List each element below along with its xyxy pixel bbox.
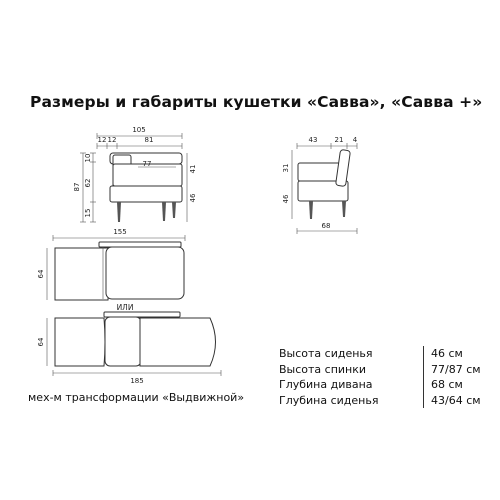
dim-side-height-upper: 31 xyxy=(282,163,290,173)
spec-value: 68 см xyxy=(431,378,463,391)
plan2-extension-right xyxy=(140,318,216,366)
plan-view-2 xyxy=(37,312,221,385)
page-title: Размеры и габариты кушетки «Савва», «Савва +» xyxy=(30,93,483,111)
spec-value: 43/64 см xyxy=(431,393,481,407)
spec-row-seat-height xyxy=(279,346,479,362)
front-view xyxy=(73,126,197,222)
dim-seat-width: 77 xyxy=(142,160,152,168)
specs-table xyxy=(279,346,479,408)
side-seat-cushion xyxy=(298,163,340,181)
mechanism-caption: мех-м трансформации «Выдвижной» xyxy=(28,391,245,404)
plan-view-1 xyxy=(37,228,185,300)
sofa-leg xyxy=(342,201,346,217)
spec-row-back-height xyxy=(279,362,479,378)
specs-divider xyxy=(423,346,424,408)
spec-row-seat-depth xyxy=(279,393,479,409)
dim-side-depth: 68 xyxy=(321,222,331,230)
spec-value: 46 см xyxy=(431,347,463,360)
separator-or: ИЛИ xyxy=(116,303,134,312)
dim-seg-b: 12 xyxy=(107,136,117,144)
dim-side-seg-b: 21 xyxy=(334,136,344,144)
dim-height-top: 10 xyxy=(84,153,92,163)
spec-label: Высота сиденья xyxy=(279,347,373,360)
dim-height-legs: 15 xyxy=(84,208,92,218)
dim-height-body: 62 xyxy=(84,178,92,188)
spec-value: 77/87 см xyxy=(431,362,481,376)
side-view xyxy=(282,136,358,234)
sofa-leg xyxy=(172,202,176,218)
dim-seg-a: 12 xyxy=(97,136,107,144)
spec-row-sofa-depth xyxy=(279,377,479,393)
dim-seat-level: 46 xyxy=(189,193,197,203)
dim-side-seg-a: 43 xyxy=(308,136,318,144)
dim-seat-height: 41 xyxy=(189,164,197,174)
dim-plan1-depth: 64 xyxy=(37,269,45,279)
sofa-leg xyxy=(309,201,313,219)
dim-plan2-width: 185 xyxy=(130,377,144,385)
spec-label: Высота спинки xyxy=(279,362,367,376)
plan1-seat xyxy=(106,247,184,299)
plan2-backrest xyxy=(104,312,180,317)
plan2-extension xyxy=(55,318,105,366)
dim-plan2-depth: 64 xyxy=(37,337,45,347)
dim-side-seg-c: 4 xyxy=(352,136,358,144)
dim-plan1-width: 155 xyxy=(113,228,127,236)
spec-label: Глубина дивана xyxy=(279,378,373,391)
sofa-leg xyxy=(162,202,166,221)
side-backrest xyxy=(336,149,351,186)
spec-label: Глубина сиденья xyxy=(279,393,379,407)
dim-total-width: 105 xyxy=(132,126,146,134)
dim-side-height-lower: 46 xyxy=(282,194,290,204)
plan1-backrest xyxy=(99,242,181,247)
plan1-extension xyxy=(55,248,109,300)
dim-seg-c: 81 xyxy=(144,136,154,144)
sofa-base xyxy=(110,186,182,202)
dim-height-total: 87 xyxy=(73,182,81,192)
sofa-leg xyxy=(117,202,121,222)
plan2-seat xyxy=(105,317,141,366)
